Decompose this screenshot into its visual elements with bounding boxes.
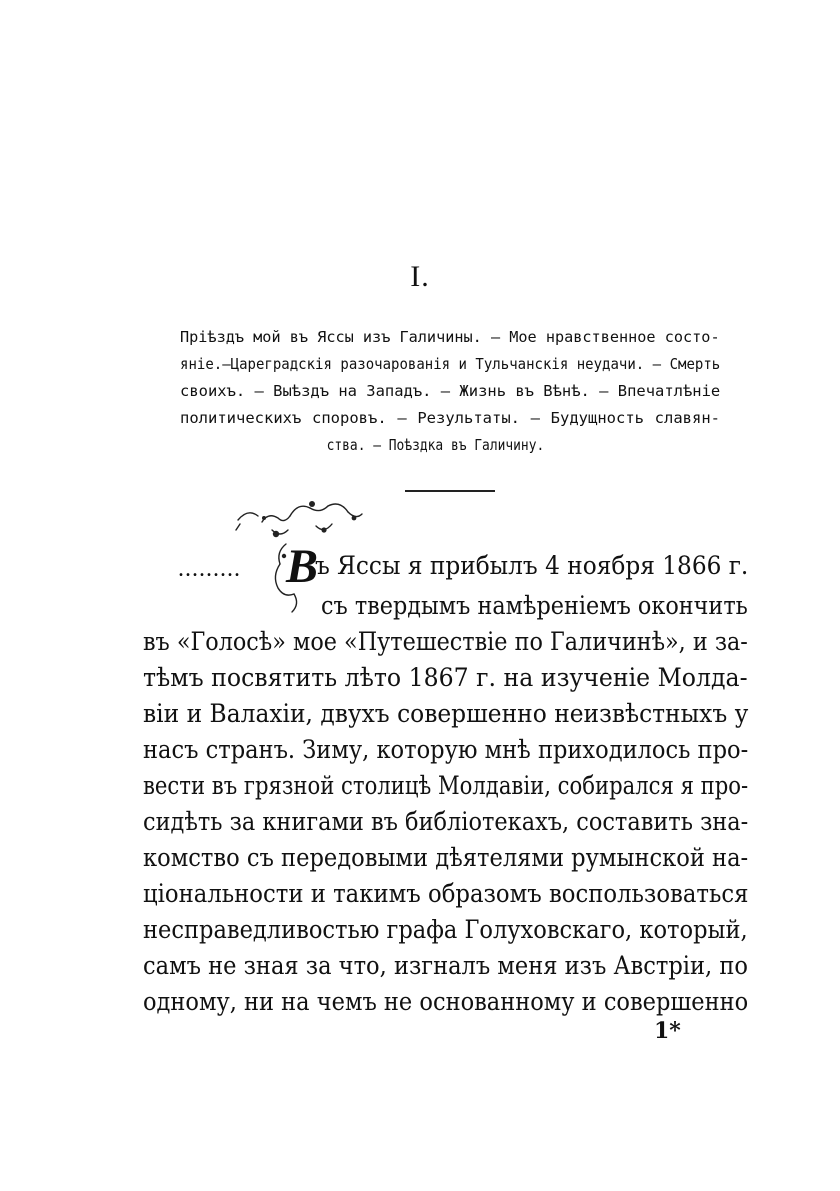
text-line: ціональности и такимъ образомъ воспользоваться bbox=[143, 879, 749, 908]
ellipsis-leader: ......... bbox=[178, 556, 241, 582]
synopsis-line: ства. — Поѣздка въ Галичину. bbox=[326, 436, 545, 454]
synopsis-line: политическихъ споровъ. — Результаты. — Будущность славян- bbox=[180, 409, 720, 427]
text-line: тѣмъ посвятить лѣто 1867 г. на изученіе Молда- bbox=[143, 663, 748, 692]
text-line: несправедливостью графа Голуховскаго, который, bbox=[143, 915, 748, 944]
section-divider bbox=[405, 490, 495, 492]
synopsis-line: Пріѣздъ мой въ Яссы изъ Галичины. — Мое нравственное состо- bbox=[180, 328, 720, 346]
drop-cap: В bbox=[286, 540, 319, 593]
text-line: ъ Яссы я прибылъ 4 ноября 1866 г. bbox=[315, 551, 749, 580]
chapter-synopsis bbox=[180, 324, 720, 459]
text-line: насъ странъ. Зиму, которую мнѣ приходилось про- bbox=[143, 735, 749, 764]
synopsis-line: своихъ. — Выѣздъ на Западъ. — Жизнь въ Вѣнѣ. — Впечатлѣніе bbox=[180, 382, 721, 400]
text-line: самъ не зная за что, изгналъ меня изъ Австріи, по bbox=[143, 951, 748, 980]
text-line: комство съ передовыми дѣятелями румынской на- bbox=[143, 843, 749, 872]
text-line: вести въ грязной столицѣ Молдавіи, собирался я про- bbox=[143, 771, 749, 800]
text-line: сидѣть за книгами въ библіотекахъ, составить зна- bbox=[143, 807, 749, 836]
synopsis-line: яніе.—Цареградскія разочарованія и Тульчанскія неудачи. — Смерть bbox=[180, 355, 721, 373]
text-line: віи и Валахіи, двухъ совершенно неизвѣстныхъ у bbox=[143, 699, 749, 728]
chapter-number: I. bbox=[410, 260, 430, 293]
text-line: съ твердымъ намѣреніемъ окончить bbox=[321, 591, 748, 620]
signature-mark: 1* bbox=[654, 1018, 681, 1044]
text-line: одному, ни на чемъ не основанному и совершенно bbox=[143, 987, 749, 1016]
text-line: въ «Голосѣ» мое «Путешествіе по Галичинѣ», и за- bbox=[143, 627, 748, 656]
